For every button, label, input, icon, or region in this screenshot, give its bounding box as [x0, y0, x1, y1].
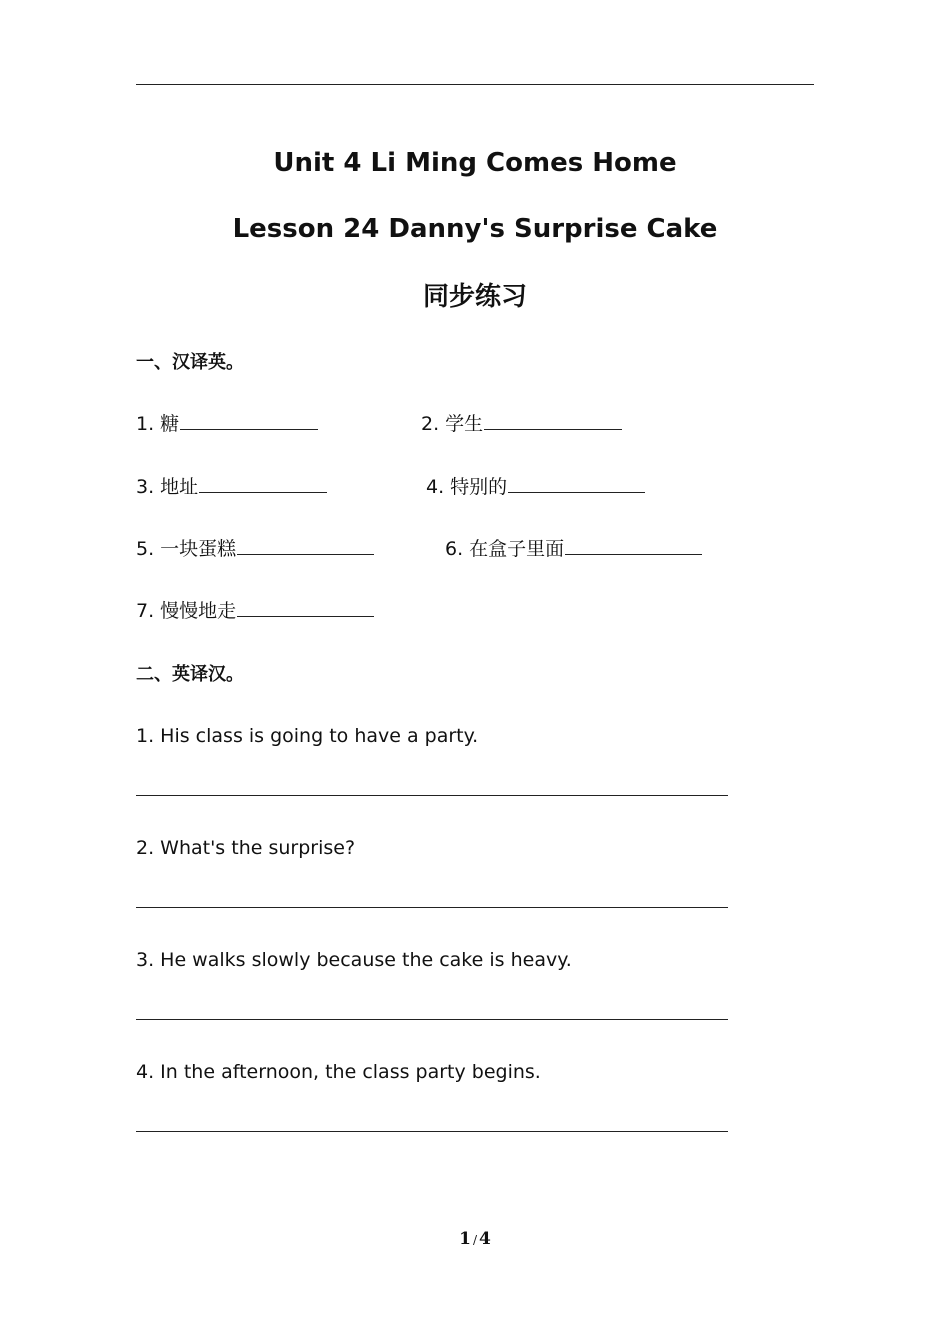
vocab-label: 1. 糖 [136, 413, 180, 435]
answer-blank[interactable] [508, 476, 645, 493]
page-number [0, 1228, 950, 1251]
vocab-label: 3. 地址 [136, 476, 199, 498]
current-page: 1 [459, 1229, 471, 1249]
vocab-label: 7. 慢慢地走 [136, 600, 237, 622]
answer-blank[interactable] [565, 538, 702, 555]
lesson-title: Lesson 24 Danny's Surprise Cake [232, 214, 718, 244]
answer-line[interactable] [136, 1019, 728, 1020]
vocab-label: 5. 一块蛋糕 [136, 538, 237, 560]
vocab-label: 6. 在盒子里面 [445, 538, 565, 560]
section1-heading: 一、汉译英。 [136, 352, 244, 373]
answer-blank[interactable] [199, 476, 327, 493]
translation-sentence: 1. His class is going to have a party. [136, 725, 479, 747]
vocab-item [136, 536, 374, 562]
answer-line[interactable] [136, 907, 728, 908]
vocab-item [136, 598, 374, 624]
total-pages: 4 [479, 1229, 491, 1249]
section2-heading: 二、英译汉。 [136, 664, 244, 685]
answer-blank[interactable] [180, 413, 318, 430]
exercise-subtitle: 同步练习 [422, 282, 527, 312]
vocab-item [445, 536, 702, 562]
translation-sentence: 4. In the afternoon, the class party begins. [136, 1061, 541, 1083]
vocab-item [136, 411, 318, 437]
translation-sentence: 3. He walks slowly because the cake is heavy. [136, 949, 572, 971]
answer-blank[interactable] [484, 413, 622, 430]
unit-title: Unit 4 Li Ming Comes Home [273, 148, 677, 178]
vocab-label: 4. 特别的 [426, 476, 508, 498]
answer-line[interactable] [136, 795, 728, 796]
translation-sentence: 2. What's the surprise? [136, 837, 356, 859]
answer-blank[interactable] [237, 600, 374, 617]
vocab-item [136, 474, 327, 500]
vocab-item [421, 411, 622, 437]
vocab-label: 2. 学生 [421, 413, 484, 435]
header-rule [136, 84, 814, 85]
answer-blank[interactable] [237, 538, 374, 555]
page-separator: / [472, 1233, 478, 1247]
vocab-item [426, 474, 645, 500]
answer-line[interactable] [136, 1131, 728, 1132]
